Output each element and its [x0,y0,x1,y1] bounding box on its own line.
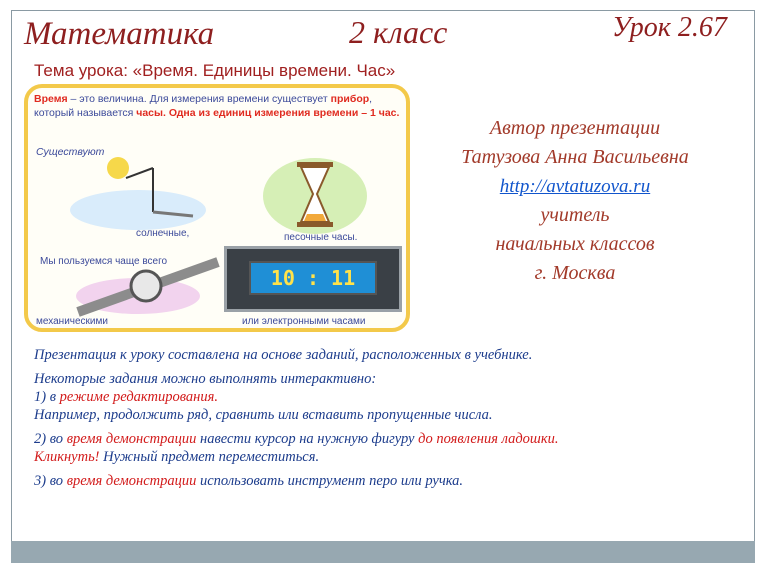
author-line-3: учитель [540,204,610,226]
caption-electronic: или электронными часами [242,316,366,327]
note-7a: 3) во [34,473,67,489]
author-website-link[interactable]: http://avtatuzova.ru [499,176,651,197]
electronic-clock-screen [249,261,377,295]
slide-footer-bar [11,541,755,563]
card-text-2: , который называется [34,93,373,119]
note-line-4: Например, продолжить ряд, сравнить или вставить пропущенные числа. [34,407,493,423]
note-3b: режиме редактирования. [59,389,218,405]
note-5d: до появления ладошки. [418,431,559,447]
lesson-topic: Тема урока: «Время. Единицы времени. Час» [34,61,396,80]
note-line-1: Презентация к уроку составлена на основе заданий, расположенных в учебнике. [34,347,533,363]
note-5a: 2) во [34,431,67,447]
note-line-3 [34,388,749,406]
note-3a: 1) в [34,389,60,405]
electronic-clock-illustration [224,246,402,312]
author-block [410,114,740,288]
note-7b: время демонстрации [66,473,197,489]
lesson-number: Урок 2.67 [612,12,727,43]
caption-often: Мы пользуемся чаще всего [40,256,168,267]
author-name: Татузова Анна Васильевна [461,146,689,168]
clock-digits: 10 : 11 [270,266,356,290]
grade-title: 2 класс [349,14,448,50]
card-word-clock: часы. Одна из единиц измерения времени – 1 час. [136,107,400,119]
sundial-illustration [58,148,208,238]
hourglass-illustration [260,148,370,238]
author-city: г. Москва [534,262,616,284]
wristwatch-illustration [58,256,228,318]
note-7c: использовать инструмент перо или ручка. [196,473,464,489]
note-6b: Нужный предмет переместиться. [99,449,320,465]
info-card-image [24,84,410,332]
card-word-time: Время [34,93,68,105]
note-6a: Кликнуть! [34,449,100,465]
card-text-1: – это величина. Для измерения времени существует [67,93,331,105]
note-line-5 [34,430,749,448]
note-line-6 [34,448,749,466]
note-5b: время демонстрации [66,431,197,447]
presentation-notes [34,346,749,490]
caption-sundial: солнечные, [136,228,190,239]
card-description [34,92,406,120]
caption-mechanical: механическими [36,316,108,327]
caption-hourglass: песочные часы. [284,232,358,243]
note-line-7 [34,472,749,490]
note-line-2: Некоторые задания можно выполнять интерактивно: [34,371,377,387]
note-5c: навести курсор на нужную фигуру [196,431,419,447]
card-word-device: прибор [330,93,370,105]
subject-title: Математика [24,16,215,52]
card-exist-label: Существуют [36,146,105,158]
author-line-1: Автор презентации [489,117,661,139]
author-line-4: начальных классов [495,233,655,255]
